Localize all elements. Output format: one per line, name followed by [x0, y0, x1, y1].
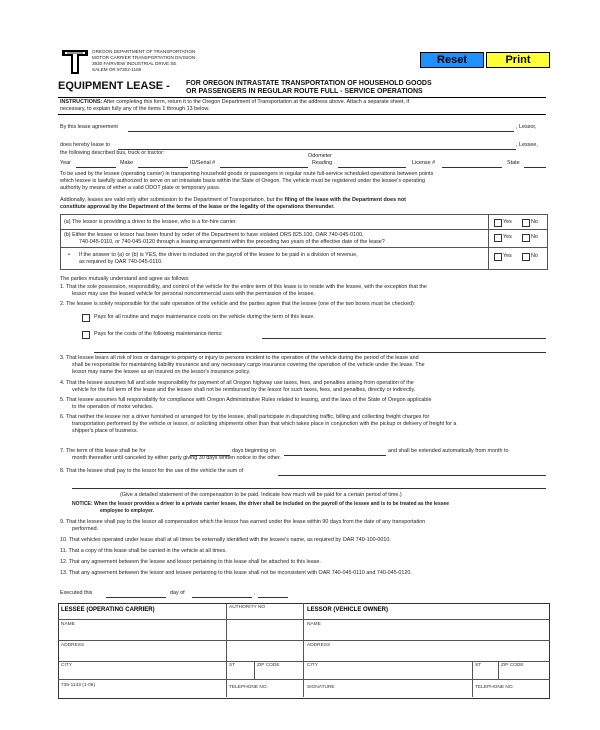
- make-field[interactable]: [138, 167, 188, 168]
- lessor-signature-label: SIGNATURE: [307, 685, 335, 690]
- paragraph-line: To be used by the lessee (operating carrier) in transporting household goods or passengers in regular route full-service scheduled operations between points: [60, 171, 434, 177]
- divider: [60, 247, 548, 248]
- item-line: transportation performed by the vehicle or lessor, or soliciting shipments other than that which takes place in conjunction with the pickup or delivery of freight for a: [72, 421, 457, 427]
- lessee-st-label: ST: [229, 663, 236, 668]
- lessee-header: LESSEE (OPERATING CARRIER): [61, 607, 155, 613]
- instructions-text: After completing this form, return it to the Oregon Department of Transportation at the address above. Attach a separate sheet, if: [103, 99, 410, 105]
- question-c-yes-checkbox[interactable]: [494, 253, 502, 261]
- lessor-telephone-label: TELEPHONE NO.: [475, 685, 514, 690]
- divider: [498, 661, 499, 679]
- divider: [488, 214, 489, 270]
- maintenance-items-field[interactable]: [262, 338, 546, 339]
- item-line: shipper's place of business.: [72, 428, 139, 434]
- executed-year-field[interactable]: [258, 597, 288, 598]
- lease-to-label: does hereby lease to: [60, 142, 111, 148]
- id-serial-field[interactable]: [220, 167, 308, 168]
- paragraph-line: authority by means of either a valid ODOT plate or temporary pass.: [60, 185, 221, 191]
- reading-label: Reading: [312, 160, 333, 166]
- odometer-field[interactable]: [338, 167, 406, 168]
- lessee-name-input[interactable]: [61, 628, 301, 639]
- odometer-label: Odometer: [308, 153, 332, 159]
- compensation-field[interactable]: [278, 475, 546, 476]
- item-line: 2. The lessee is solely responsible for the safe operation of the vehicle and the parties agree that the lessee (one of the two boxes must be checked):: [60, 301, 416, 307]
- instructions: [60, 99, 409, 105]
- item-line: 12. That any agreement between the lessee and lessor pertaining to this lease shall be attached to this lease.: [60, 559, 321, 565]
- maintenance-items-checkbox[interactable]: [82, 331, 90, 339]
- paragraph-normal: Addionally, leases are valid only after submission to the Department of Transportation, but the: [60, 197, 284, 203]
- executed-label: Executed this: [60, 590, 93, 596]
- year-label: Year: [60, 160, 71, 166]
- id-serial-label: ID/Serial #: [190, 160, 216, 166]
- paragraph-bold-line: constitute approval by the Department of the terms of the lease or the legality of the operations thereunder.: [60, 204, 335, 210]
- lessee-city-input[interactable]: [61, 669, 225, 678]
- lessee-zip-label: ZIP CODE: [257, 663, 280, 668]
- item-line: shall be responsible for maintaining liability insurance and any necessary cargo insurance covering the operation of the vehicle under the lease. The: [72, 362, 425, 368]
- lessee-signature-input[interactable]: [61, 689, 225, 696]
- term-start-field[interactable]: [284, 455, 386, 456]
- agency-line: OREGON DEPARTMENT OF TRANSPORTATION: [92, 49, 196, 54]
- parties-statement: The parties mutually understand and agree as follows:: [60, 276, 190, 282]
- lessee-address-input[interactable]: [61, 649, 301, 660]
- bullet-icon: •: [68, 252, 70, 258]
- by-this-label: By this lease agreement: [60, 124, 118, 130]
- divider: [58, 619, 550, 620]
- question-b-line: 740-045-0110, or 740-045-0120 through a leasing arrangement within the preceding two years of the effective date of the lease?: [79, 239, 385, 245]
- odot-logo-icon: [60, 47, 90, 77]
- question-a-yes-checkbox[interactable]: [494, 219, 502, 227]
- question-b-yes-checkbox[interactable]: [494, 234, 502, 242]
- year-field[interactable]: [76, 167, 116, 168]
- lessee-telephone-label: TELEPHONE NO.: [229, 685, 268, 690]
- agency-line: 3930 FAIRVIEW INDUSTRIAL DRIVE SE: [92, 61, 177, 66]
- agency-address: [92, 49, 195, 73]
- day-of-label: day of: [170, 590, 185, 596]
- authority-no-field[interactable]: [229, 611, 301, 619]
- maintenance-all-checkbox[interactable]: [82, 314, 90, 322]
- no-label: No: [531, 234, 538, 240]
- item-line: 1. That the sole possession, responsibility, and control of the vehicle for the entire term of this lease is to reside with the lessee, with the exception that the: [60, 284, 427, 290]
- lessor-address-label: ADDRESS: [307, 643, 331, 648]
- title-main: EQUIPMENT LEASE -: [58, 80, 170, 92]
- question-b-no-checkbox[interactable]: [522, 234, 530, 242]
- yes-label: Yes: [503, 234, 512, 240]
- item-line: days beginning on: [232, 448, 276, 454]
- question-c-line: as required by OAR 740-045-0110.: [79, 259, 163, 265]
- divider: [303, 603, 304, 697]
- vehicle-description-label: the following described bus, truck or tractor:: [60, 150, 165, 156]
- instructions-text: necessary, to explain fully any of the items 1 through 13 below.: [60, 106, 210, 112]
- lessee-name-label: NAME: [61, 622, 75, 627]
- lessee-name-field[interactable]: [118, 149, 516, 150]
- lessee-label: , Lessee,: [516, 142, 538, 148]
- license-label: License #: [412, 160, 436, 166]
- item-line: 13. That any agreement between the lessor and lessee pertaining to this lease shall not be inconsistent with OAR 740-045-0110 and 740-045-0120.: [60, 570, 412, 576]
- question-a-no-checkbox[interactable]: [522, 219, 530, 227]
- state-field[interactable]: [524, 167, 546, 168]
- lessor-name-field[interactable]: [128, 131, 514, 132]
- maintenance-items-field-2[interactable]: [94, 352, 546, 353]
- question-c-no-checkbox[interactable]: [522, 253, 530, 261]
- agency-line: MOTOR CARRIER TRANSPORTATION DIVISION: [92, 55, 196, 60]
- divider: [58, 640, 550, 641]
- instructions-label: INSTRUCTIONS:: [60, 99, 103, 105]
- executed-month-field[interactable]: [192, 597, 252, 598]
- item-line: 11. That a copy of this lease shall be carried in the vehicle at all times.: [60, 548, 227, 554]
- lessee-city-label: CITY: [61, 663, 72, 668]
- question-c-line: If the answer to (a) or (b) is YES, the driver is included on the payroll of the lessee to be paid in a division of revenue,: [79, 252, 358, 258]
- compensation-field-2[interactable]: [72, 488, 546, 489]
- divider: [58, 661, 550, 662]
- lessor-city-input[interactable]: [307, 669, 471, 678]
- executed-day-field[interactable]: [106, 597, 166, 598]
- no-label: No: [531, 253, 538, 259]
- form-number: 735-1143 (1-06): [61, 683, 96, 688]
- divider: [58, 679, 550, 680]
- state-label: State: [507, 160, 520, 166]
- maintenance-all-label: Pays for all routine and major maintenance costs on the vehicle during the term of this lease.: [94, 314, 315, 320]
- yes-label: Yes: [503, 219, 512, 225]
- item-line: 7. The term of this lease shall be for: [60, 448, 146, 454]
- item-line: 9. That the lessee shall pay to the lessor all compensation which the lessor has earned under the lease within 90 days from the date of any transportation: [60, 519, 426, 525]
- divider: [60, 229, 548, 230]
- lessor-city-label: CITY: [307, 663, 318, 668]
- lessor-label: , Lessor,: [516, 124, 537, 130]
- item-line: 10. That vehicles operated under lease shall at all times be externally identified with the lessee's name, as required by OAR 740-100-0010.: [60, 537, 391, 543]
- paragraph-bold: filing of the lease with the Department does not: [284, 197, 406, 203]
- lessor-zip-label: ZIP CODE: [501, 663, 524, 668]
- lessor-address-input[interactable]: [307, 649, 545, 660]
- title-sub-line: FOR OREGON INTRASTATE TRANSPORTATION OF HOUSEHOLD GOODS: [186, 80, 432, 87]
- item-line: and shall be extended automatically from month to: [388, 448, 509, 454]
- item-line: 4. That the lessee assumes full and sole responsibility for payment of all Oregon highway use taxes, fees, and penalties arising from operation of the: [60, 380, 414, 386]
- item-line: 5. That lessee assumes full responsibility for compliance with Oregon Administrative Rules related to leasing, and the laws of the State of Oregon applicable: [60, 397, 432, 403]
- lessor-st-label: ST: [475, 663, 482, 668]
- title-subtitle: [186, 80, 432, 96]
- item-line: 8. That the lessee shall pay to the lessor for the use of the vehicle the sum of: [60, 468, 244, 474]
- title-divider: [58, 97, 546, 98]
- authority-no-label: AUTHORITY NO: [229, 605, 266, 610]
- reset-button[interactable]: Reset: [420, 52, 484, 68]
- lessor-signature-input[interactable]: [307, 689, 471, 696]
- notice-line: NOTICE: When the lessor provides a driver to a private carrier lessee, the driver shall be included on the payroll of the lessee and is to be treated as the lessee: [72, 501, 450, 507]
- maintenance-items-label: Pays for the costs of the following maintenance items:: [94, 331, 223, 337]
- item-line: vehicle for the full term of the lease and the lessee shall not be reimbursed by the lessor for such taxes, fees, and penalties, directly or indirectly.: [72, 387, 416, 393]
- paragraph-line: which lessee is lawfully authorized to serve on an intrastate basis within the State of Oregon. The vehicle must be registered under the lessee's operating: [60, 178, 425, 184]
- form-header: [58, 46, 598, 80]
- item-line: 3. That lessee bears all risk of loss or damage to property or injury to persons incident to the operation of the vehicle during the period of the lease and: [60, 355, 419, 361]
- compensation-note: (Give a detailed statement of the compensation to be paid. Indicate how much will be paid for a certain period of time.): [120, 492, 402, 498]
- lessor-name-label: NAME: [307, 622, 321, 627]
- yes-label: Yes: [503, 253, 512, 259]
- question-b-line: (b) Either the lessee or lessor has been found by order of the Department to have violated ORS 825.100, OAR 740-045-0100,: [64, 232, 364, 238]
- print-button[interactable]: Print: [486, 52, 550, 68]
- question-a: (a) The lessor is providing a driver to the lessee, who is a for-hire carrier.: [64, 219, 237, 225]
- divider: [472, 661, 473, 697]
- item-line: lessor may use the leased vehicle for personal noncommercial uses with the permission of the lessee.: [72, 291, 315, 297]
- lessor-header: LESSOR (VEHICLE OWNER): [307, 607, 389, 613]
- item-line: 6. That neither the lessee nor a driver furnished or arranged for by the lessee, shall participate in dispatching traffic, billing and collecting freight charges for: [60, 414, 430, 420]
- make-label: Make: [120, 160, 134, 166]
- title-sub-line: OR PASSENGERS IN REGULAR ROUTE FULL - SERVICE OPERATIONS: [186, 88, 423, 95]
- agency-line: SALEM OR 97302-1166: [92, 67, 142, 72]
- item-line: lessor may name the lessee as an insured on the lessor's insurance policy.: [72, 369, 251, 375]
- item-line: performed.: [72, 526, 99, 532]
- lessor-name-input[interactable]: [307, 628, 545, 639]
- item-line: to the operation of motor vehicles.: [72, 404, 154, 410]
- divider: [254, 661, 255, 679]
- divider: [58, 114, 546, 115]
- lessee-address-label: ADDRESS: [61, 643, 85, 648]
- paragraph-line: [60, 197, 406, 203]
- item-line: month thereafter until canceled by either party giving 30 days written notice to the other.: [72, 455, 281, 461]
- notice-line: employee to employer.: [100, 508, 154, 514]
- no-label: No: [531, 219, 538, 225]
- executed-comma: ,: [254, 590, 256, 596]
- license-field[interactable]: [442, 167, 502, 168]
- form-title: [58, 80, 578, 96]
